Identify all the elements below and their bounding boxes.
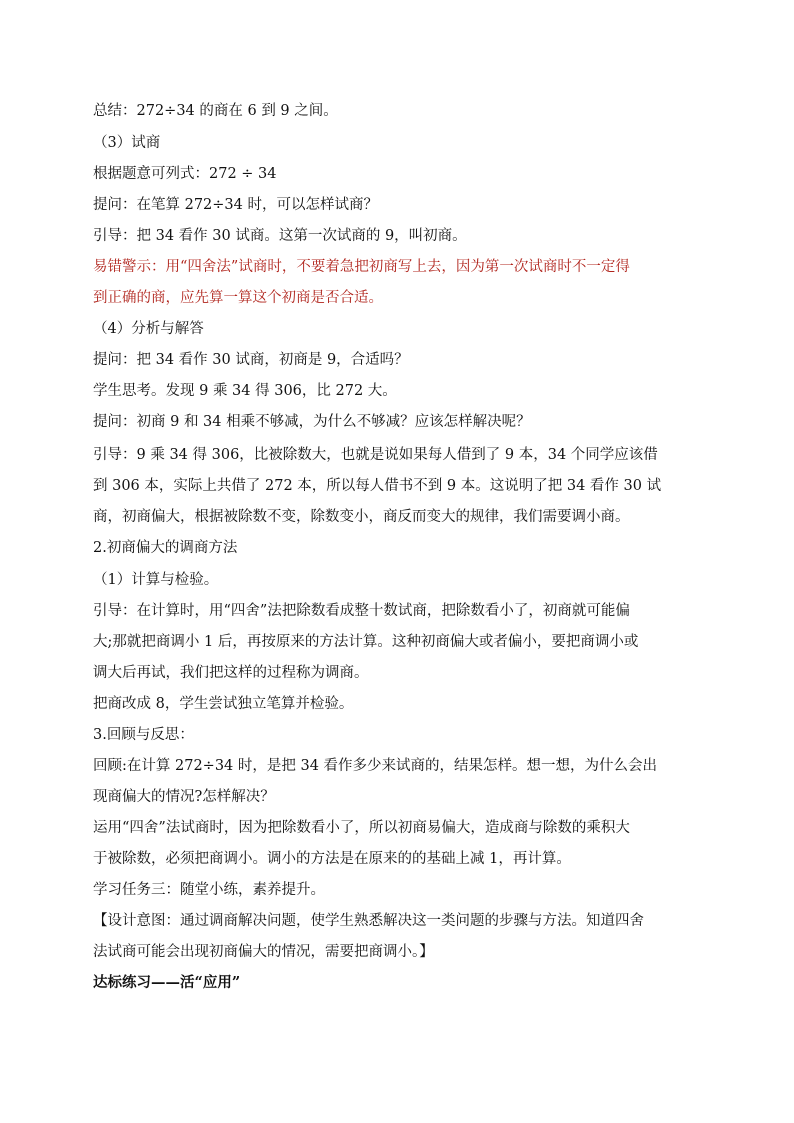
guidance-paragraph-line: 调大后再试，我们把这样的过程称为调商。 [93,665,369,681]
section-heading-adjust-method: 2.初商偏大的调商方法 [93,540,238,556]
summary-paragraph-line: 运用“四舍”法试商时，因为把除数看小了，所以初商易偏大，造成商与除数的乘积大 [93,820,630,836]
practice-line: 把商改成 8，学生尝试独立笔算并检验。 [93,696,354,712]
section-heading-analysis: （4）分析与解答 [93,321,204,337]
equation-line: 根据题意可列式：272 ÷ 34 [93,166,277,182]
design-intent-line: 【设计意图：通过调商解决问题，使学生熟悉解决这一类问题的步骤与方法。知道四舍 [93,913,644,929]
summary-paragraph-line: 于被除数，必须把商调小。调小的方法是在原来的的基础上减 1，再计算。 [93,851,571,867]
guidance-paragraph-line: 大;那就把商调小 1 后，再按原来的方法计算。这种初商偏大或者偏小，要把商调小或 [93,634,639,650]
review-paragraph-line: 回顾:在计算 272÷34 时，是把 34 看作多少来试商的，结果怎样。想一想，为什么会出 [93,758,658,774]
guidance-paragraph-line: 到 306 本，实际上共借了 272 本，所以每人借书不到 9 本。这说明了把 34 看作 30 试 [93,478,662,494]
design-intent-line: 法试商可能会出现初商偏大的情况，需要把商调小。】 [93,944,434,960]
question-line: 提问：把 34 看作 30 试商，初商是 9，合适吗？ [93,352,409,368]
section-heading-review: 3.回顾与反思： [93,727,194,743]
exercise-heading: 达标练习——活“应用” [93,974,241,991]
section-heading-trial-quotient: （3）试商 [93,135,161,151]
review-paragraph-line: 现商偏大的情况?怎样解决？ [93,789,275,805]
question-line: 提问：初商 9 和 34 相乘不够减，为什么不够减？应该怎样解决呢？ [93,414,531,430]
guidance-paragraph-line: 引导：9 乘 34 得 306，比被除数大，也就是说如果每人借到了 9 本，34 个同学应该借 [93,447,658,463]
question-line: 提问：在笔算 272÷34 时，可以怎样试商？ [93,197,378,213]
summary-line: 总结：272÷34 的商在 6 到 9 之间。 [93,103,338,119]
warning-line: 易错警示：用“四舍法”试商时，不要着急把初商写上去，因为第一次试商时不一定得 [93,259,630,275]
task-heading: 学习任务三：随堂小练，素养提升。 [93,882,325,898]
guidance-line: 引导：把 34 看作 30 试商。这第一次试商的 9，叫初商。 [93,228,467,244]
section-heading-calc-check: （1）计算与检验。 [93,572,219,588]
student-thinking-line: 学生思考。发现 9 乘 34 得 306，比 272 大。 [93,383,397,399]
warning-line: 到正确的商，应先算一算这个初商是否合适。 [93,290,383,306]
guidance-paragraph-line: 引导：在计算时，用“四舍”法把除数看成整十数试商，把除数看小了，初商就可能偏 [93,603,630,619]
guidance-paragraph-line: 商，初商偏大，根据被除数不变，除数变小，商反而变大的规律，我们需要调小商。 [93,509,630,525]
